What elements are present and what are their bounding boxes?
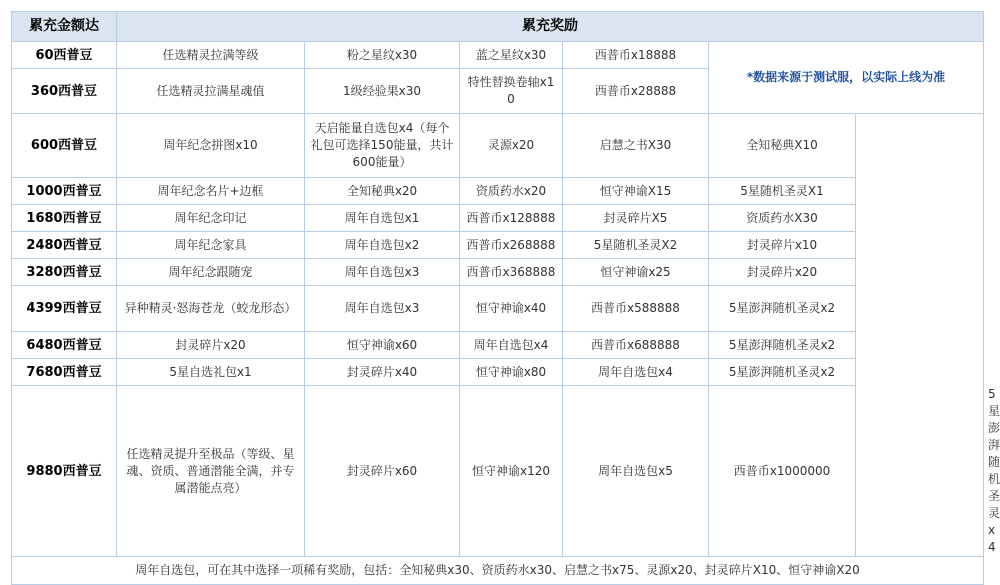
amount-cell: 1000西普豆 — [12, 178, 117, 205]
recharge-rewards-table — [11, 11, 1000, 585]
amount-cell: 600西普豆 — [12, 114, 117, 178]
reward-cell: 封灵碎片x40 — [305, 359, 460, 386]
reward-cell: 蓝之星纹x30 — [460, 42, 563, 69]
reward-cell: 周年纪念拼图x10 — [117, 114, 305, 178]
reward-cell: 5星自选礼包x1 — [117, 359, 305, 386]
amount-cell: 360西普豆 — [12, 69, 117, 114]
reward-cell: 恒守神谕x60 — [305, 332, 460, 359]
reward-cell: 灵源x20 — [460, 114, 563, 178]
header-rewards: 累充奖励 — [117, 12, 984, 42]
table-row — [12, 359, 984, 386]
table-row: 9880西普豆 任选精灵提升至极品（等级、星魂、资质、普通潜能全满，并专属潜能点亮） 封灵碎片x60 恒守神谕x120 周年自选包x5 西普币x1000000 5星澎湃随机圣灵x4 — [12, 386, 984, 557]
reward-cell: 周年纪念印记 — [117, 205, 305, 232]
reward-cell: 周年自选包x4 — [460, 332, 563, 359]
reward-cell: 恒守神谕x80 — [460, 359, 563, 386]
footnote-row — [12, 557, 984, 585]
reward-cell: 资质药水X30 — [709, 205, 856, 232]
reward-cell: 封灵碎片x20 — [117, 332, 305, 359]
header-row — [12, 12, 984, 42]
amount-cell: 2480西普豆 — [12, 232, 117, 259]
table-row — [12, 232, 984, 259]
empty-cell — [856, 114, 984, 557]
reward-cell: 西普币x128888 — [460, 205, 563, 232]
reward-cell: 全知秘典x20 — [305, 178, 460, 205]
reward-cell: 西普币x268888 — [460, 232, 563, 259]
amount-cell: 1680西普豆 — [12, 205, 117, 232]
reward-cell: 西普币x588888 — [563, 286, 709, 332]
reward-cell: 恒守神谕X15 — [563, 178, 709, 205]
reward-cell: 异种精灵·怒海苍龙（蛟龙形态） — [117, 286, 305, 332]
amount-cell: 6480西普豆 — [12, 332, 117, 359]
reward-cell: 西普币x18888 — [563, 42, 709, 69]
table-row — [12, 286, 984, 332]
reward-cell: 天启能量自选包x4（每个礼包可选择150能量，共计600能量） — [305, 114, 460, 178]
reward-cell: 恒守神谕x120 — [460, 386, 563, 557]
table-row — [12, 42, 984, 69]
reward-cell: 1级经验果x30 — [305, 69, 460, 114]
amount-cell: 9880西普豆 — [12, 386, 117, 557]
reward-cell: 周年自选包x5 — [563, 386, 709, 557]
reward-cell: 5星澎湃随机圣灵x2 — [709, 359, 856, 386]
reward-cell: 任选精灵拉满星魂值 — [117, 69, 305, 114]
amount-cell: 60西普豆 — [12, 42, 117, 69]
reward-cell: 启慧之书X30 — [563, 114, 709, 178]
table-row — [12, 259, 984, 286]
reward-cell: 周年自选包x2 — [305, 232, 460, 259]
reward-cell: 5星澎湃随机圣灵x2 — [709, 286, 856, 332]
reward-cell: 周年自选包x1 — [305, 205, 460, 232]
reward-cell: 恒守神谕x25 — [563, 259, 709, 286]
reward-cell: 5星随机圣灵X1 — [709, 178, 856, 205]
amount-cell: 3280西普豆 — [12, 259, 117, 286]
reward-cell: 特性替换卷轴x10 — [460, 69, 563, 114]
reward-cell: 5星随机圣灵X2 — [563, 232, 709, 259]
reward-cell: 任选精灵拉满等级 — [117, 42, 305, 69]
amount-cell: 4399西普豆 — [12, 286, 117, 332]
reward-cell: 周年纪念家具 — [117, 232, 305, 259]
test-server-note: *数据来源于测试服，以实际上线为准 — [709, 42, 984, 114]
reward-cell: 周年自选包x3 — [305, 259, 460, 286]
reward-cell: 周年纪念名片+边框 — [117, 178, 305, 205]
reward-cell: 粉之星纹x30 — [305, 42, 460, 69]
reward-cell: 5星澎湃随机圣灵x2 — [709, 332, 856, 359]
table-row — [12, 178, 984, 205]
reward-cell: 周年自选包x3 — [305, 286, 460, 332]
reward-cell: 恒守神谕x40 — [460, 286, 563, 332]
table-row — [12, 332, 984, 359]
reward-cell: 周年纪念跟随宠 — [117, 259, 305, 286]
reward-cell: 西普币x28888 — [563, 69, 709, 114]
reward-cell: 全知秘典X10 — [709, 114, 856, 178]
reward-cell: 周年自选包x4 — [563, 359, 709, 386]
reward-cell: 封灵碎片x60 — [305, 386, 460, 557]
amount-cell: 7680西普豆 — [12, 359, 117, 386]
table-row — [12, 114, 984, 178]
reward-cell: 西普币x1000000 — [709, 386, 856, 557]
reward-cell: 西普币x688888 — [563, 332, 709, 359]
reward-cell: 资质药水x20 — [460, 178, 563, 205]
reward-cell: 封灵碎片x10 — [709, 232, 856, 259]
reward-cell: 封灵碎片X5 — [563, 205, 709, 232]
footnote: 周年自选包，可在其中选择一项稀有奖励，包括：全知秘典x30、资质药水x30、启慧之书x75、灵源x20、封灵碎片X10、恒守神谕X20 — [12, 557, 984, 585]
header-amount: 累充金额达 — [12, 12, 117, 42]
reward-cell: 西普币x368888 — [460, 259, 563, 286]
reward-cell: 封灵碎片x20 — [709, 259, 856, 286]
table-row — [12, 205, 984, 232]
reward-cell: 任选精灵提升至极品（等级、星魂、资质、普通潜能全满，并专属潜能点亮） — [117, 386, 305, 557]
